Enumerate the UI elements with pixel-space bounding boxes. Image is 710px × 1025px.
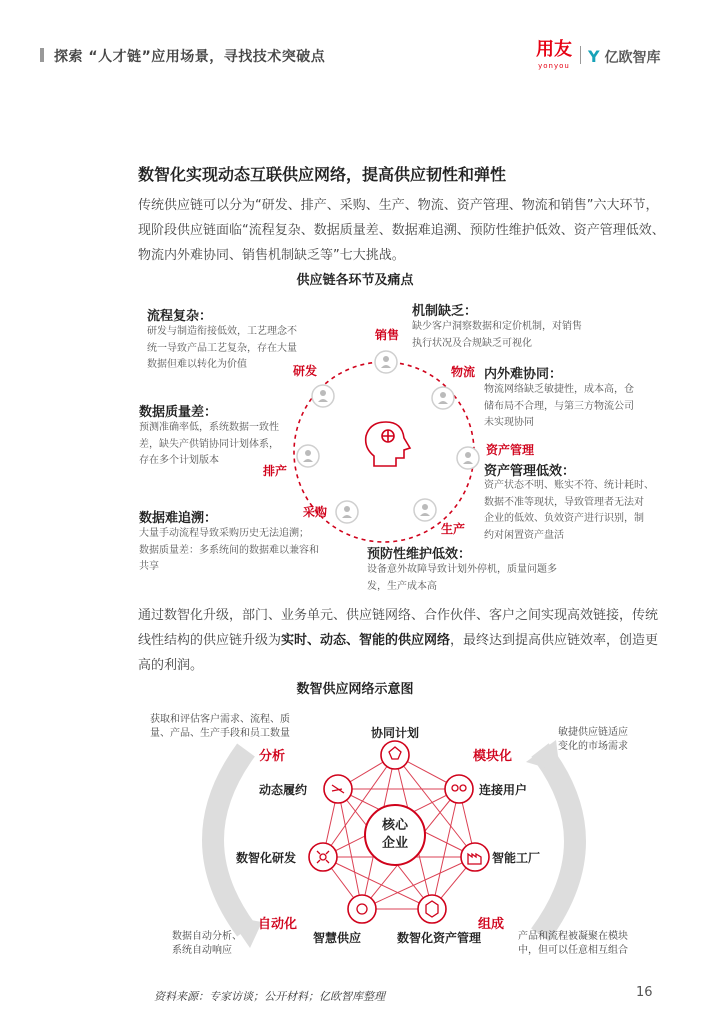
- node-label-factory: 智能工厂: [492, 851, 541, 865]
- intro-paragraph: 传统供应链可以分为“研发、排产、采购、生产、物流、资产管理、物流和销售”六大环节，现阶段供应链面临“流程复杂、数据质量差、数据难追溯、预防性维护低效、资产管理低效、物流内外难协同、销售机制缺乏等”七大挑战。: [138, 198, 665, 263]
- pain-desc-data-quality: 预测准确率低，系统数据一致性 差，缺失产供销协同计划体系， 存在多个计划版本: [139, 422, 279, 466]
- node-label-connect: 连接用户: [479, 783, 528, 797]
- ring-label-asset: 资产管理: [486, 443, 535, 457]
- yiou-logo: Y 亿欧智库: [588, 47, 661, 66]
- node-label-rd: 数智化研发: [236, 851, 297, 865]
- cycle-label-compose: 组成: [478, 917, 505, 932]
- ring-label-production: 生产: [441, 522, 466, 536]
- page-number: 16: [636, 985, 653, 1000]
- figure2-title: 数智供应网络示意图: [296, 682, 414, 697]
- ring-label-rd: 研发: [293, 364, 318, 378]
- brain-head-icon: [366, 422, 410, 466]
- page-header-title: 探索 “人才链”应用场景，寻找技术突破点: [54, 49, 326, 65]
- pain-title-asset: 资产管理低效：: [484, 464, 576, 479]
- pain-desc-process: 研发与制造衔接低效，工艺理念不 统一导致产品工艺复杂，存在大量 数据但难以转化为价值: [147, 326, 297, 370]
- note-bottom-right: 产品和流程被凝聚在模块 中，但可以任意相互组合: [518, 931, 628, 956]
- note-top-right: 敏捷供应链适应 变化的市场需求: [558, 727, 628, 752]
- node-label-plan: 协同计划: [371, 726, 420, 740]
- pain-title-process: 流程复杂：: [147, 309, 213, 324]
- pain-title-coordination: 内外难协同：: [484, 367, 563, 382]
- pain-title-mechanism: 机制缺乏：: [412, 304, 478, 319]
- node-label-asset: 数智化资产管理: [397, 931, 482, 945]
- ring-label-purchase: 采购: [303, 505, 328, 519]
- pain-title-maintenance: 预防性维护低效：: [367, 547, 472, 562]
- pain-desc-maintenance: 设备意外故障导致计划外停机，质量问题多 发，生产成本高: [367, 564, 557, 592]
- note-bottom-left: 数据自动分析、 系统自动响应: [172, 931, 242, 956]
- cycle-label-analysis: 分析: [259, 749, 286, 764]
- node-label-fulfil: 动态履约: [259, 783, 308, 797]
- pain-desc-coordination: 物流网络缺乏敏捷性，成本高，仓 储布局不合理，与第三方物流公司 未实现协同: [484, 384, 634, 428]
- cycle-arrow-left: [213, 750, 246, 930]
- section-title: 数智化实现动态互联供应网络，提高供应韧性和弹性: [138, 165, 507, 184]
- network-paragraph: 通过数智化升级，部门、业务单元、供应链网络、合作伙伴、客户之间实现高效链接，传统线性结构的供应链升级为实时、动态、智能的供应网络，最终达到提高供应链效率，创造更高的利润。: [138, 608, 659, 673]
- figure1-title: 供应链各环节及痛点: [296, 273, 414, 288]
- pain-desc-asset: 资产状态不明、账实不符、统计耗时、 数据不准等现状，导致管理者无法对 企业的低效、负效资产进行识别，制 约对闲置资产盘活: [484, 480, 654, 541]
- core-enterprise-label: 核心 企业: [381, 818, 408, 851]
- cycle-arrow-right: [540, 750, 575, 935]
- cycle-label-automation: 自动化: [258, 917, 298, 932]
- ring-label-schedule: 排产: [263, 464, 288, 478]
- pain-title-trace: 数据难追溯：: [139, 511, 218, 526]
- note-top-left: 获取和评估客户需求、流程、质 量、产品、生产手段和员工数量: [150, 714, 290, 739]
- ring-label-logistics: 物流: [451, 365, 476, 379]
- pain-desc-trace: 大量手动流程导致采购历史无法追溯； 数据质量差：多系统间的数据难以兼容和 共享: [139, 528, 319, 572]
- yonyou-logo: 用友 yonyou: [536, 39, 572, 70]
- cycle-label-modular: 模块化: [473, 749, 513, 764]
- ring-label-sales: 销售: [375, 328, 400, 342]
- node-label-supply: 智慧供应: [313, 931, 362, 945]
- pain-desc-mechanism: 缺少客户洞察数据和定价机制，对销售 执行状况及合规缺乏可视化: [412, 321, 582, 349]
- source-note: 资料来源：专家访谈；公开材料；亿欧智库整理: [154, 990, 385, 1003]
- pain-title-data-quality: 数据质量差：: [139, 405, 218, 420]
